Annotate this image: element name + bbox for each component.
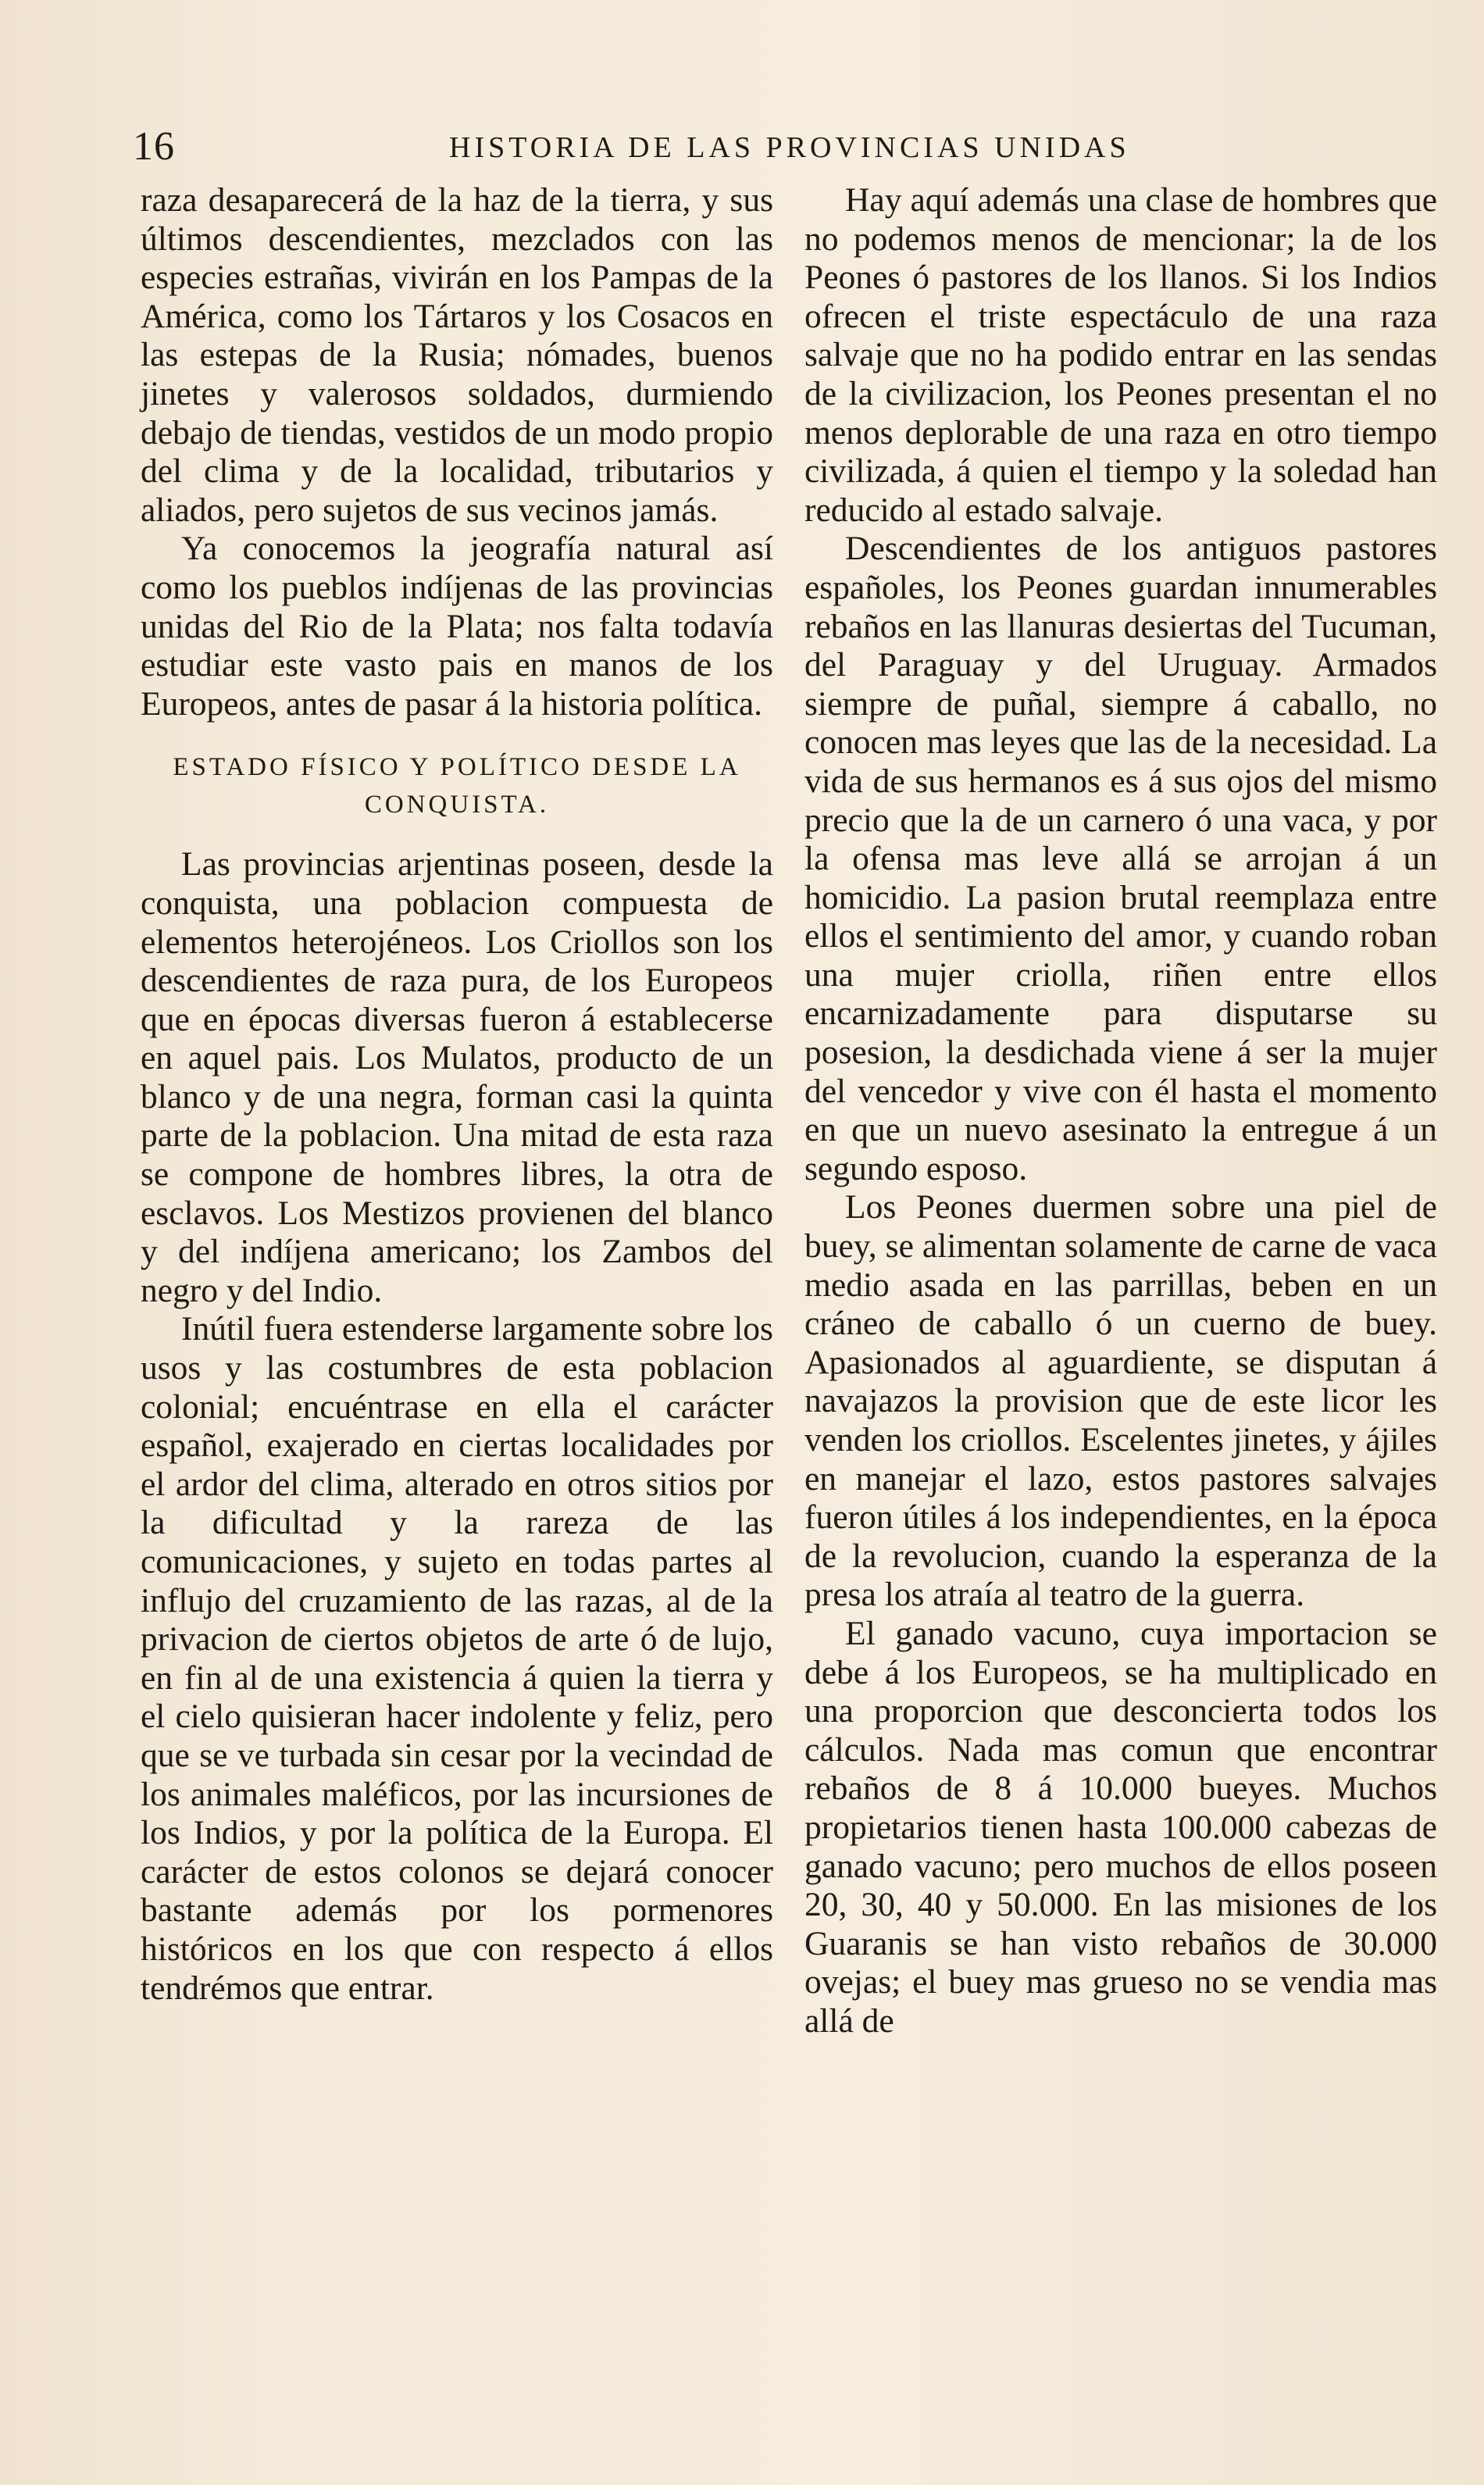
left-paragraph-2: Ya conocemos la jeografía natural así como los pueblos indíjenas de las provincias unidas del Rio de la Plata; nos falta todavía estudiar este vasto pais en manos de los Europeos, antes de pasar á la historia política. [141,530,773,723]
section-heading-line-2: CONQUISTA. [364,791,550,819]
running-title: HISTORIA DE LAS PROVINCIAS UNIDAS [449,131,1130,164]
page-number: 16 [133,124,175,169]
left-paragraph-1: raza desaparecerá de la haz de la tierra, y sus últimos descendientes, mezclados con las especies estrañas, vivirán en los Pampas de la América, como los Tártaros y los Cosacos en las estepas de la Rusia; nómades, buenos jinetes y valerosos soldados, durmiendo debajo de tiendas, vestidos de un modo propio del clima y de la localidad, tributarios y aliados, pero sujetos de sus vecinos jamás. [141,181,773,529]
section-heading [141,748,773,823]
right-column [804,181,1437,2314]
section-heading-line-1: ESTADO FÍSICO Y POLÍTICO DESDE LA [173,753,741,782]
left-column [141,181,773,2314]
right-paragraph-2: Descendientes de los antiguos pastores españoles, los Peones guardan innumerables rebaños en las llanuras desiertas del Tucuman, del Paraguay y del Uruguay. Armados siempre de puñal, siempre á caballo, no conocen mas leyes que las de la necesidad. La vida de sus hermanos es á sus ojos del mismo precio que la de un carnero ó una vaca, y por la ofensa mas leve allá se arrojan á un homicidio. La pasion brutal reemplaza entre ellos el sentimiento del amor, y cuando roban una mujer criolla, riñen entre ellos encarnizadamente para disputarse su posesion, la desdichada viene á ser la mujer del vencedor y vive con él hasta el momento en que un nuevo asesinato la entregue á un segundo esposo. [804,530,1437,1187]
left-paragraph-4: Inútil fuera estenderse largamente sobre los usos y las costumbres de esta poblacion colonial; encuéntrase en ella el carácter español, exajerado en ciertas localidades por el ardor del clima, alterado en otros sitios por la dificultad y la rareza de las comunicaciones, y sujeto en todas partes al influjo del cruzamiento de las razas, al de la privacion de ciertos objetos de arte ó de lujo, en fin al de una existencia á quien la tierra y el cielo quisieran hacer indolente y feliz, pero que se ve turbada sin cesar por la vecindad de los animales maléficos, por las incursiones de los Indios, y por la política de la Europa. El carácter de estos colonos se dejará conocer bastante además por los pormenores históricos en los que con respecto á ellos tendrémos que entrar. [141,1310,773,2007]
right-paragraph-1: Hay aquí además una clase de hombres que no podemos menos de mencionar; la de los Peones ó pastores de los llanos. Si los Indios ofrecen el triste espectáculo de una raza salvaje que no ha podido entrar en las sendas de la civilizacion, los Peones presentan el no menos deplorable de una raza en otro tiempo civilizada, á quien el tiempo y la soledad han reducido al estado salvaje. [804,181,1437,529]
left-paragraph-3: Las provincias arjentinas poseen, desde la conquista, una poblacion compuesta de elementos heterojéneos. Los Criollos son los descendientes de raza pura, de los Europeos que en épocas diversas fueron á establecerse en aquel pais. Los Mulatos, producto de un blanco y de una negra, forman casi la quinta parte de la poblacion. Una mitad de esta raza se compone de hombres libres, la otra de esclavos. Los Mestizos provienen del blanco y del indíjena americano; los Zambos del negro y del Indio. [141,845,773,1309]
right-paragraph-3: Los Peones duermen sobre una piel de buey, se alimentan solamente de carne de vaca medio asada en las parrillas, beben en un cráneo de caballo ó un cuerno de buey. Apasionados al aguardiente, se disputan á navajazos la provision que de este licor les venden los criollos. Escelentes jinetes, y ájiles en manejar el lazo, estos pastores salvajes fueron útiles á los independientes, en la época de la revolucion, cuando la esperanza de la presa los atraía al teatro de la guerra. [804,1188,1437,1614]
page-header [133,123,1461,170]
right-paragraph-4: El ganado vacuno, cuya importacion se debe á los Europeos, se ha multiplicado en una proporcion que desconcierta todos los cálculos. Nada mas comun que encontrar rebaños de 8 á 10.000 bueyes. Muchos propietarios tienen hasta 100.000 cabezas de ganado vacuno; pero muchos de ellos poseen 20, 30, 40 y 50.000. En las misiones de los Guaranis se han visto rebaños de 30.000 ovejas; el buey mas grueso no se vendia mas allá de [804,1614,1437,2040]
